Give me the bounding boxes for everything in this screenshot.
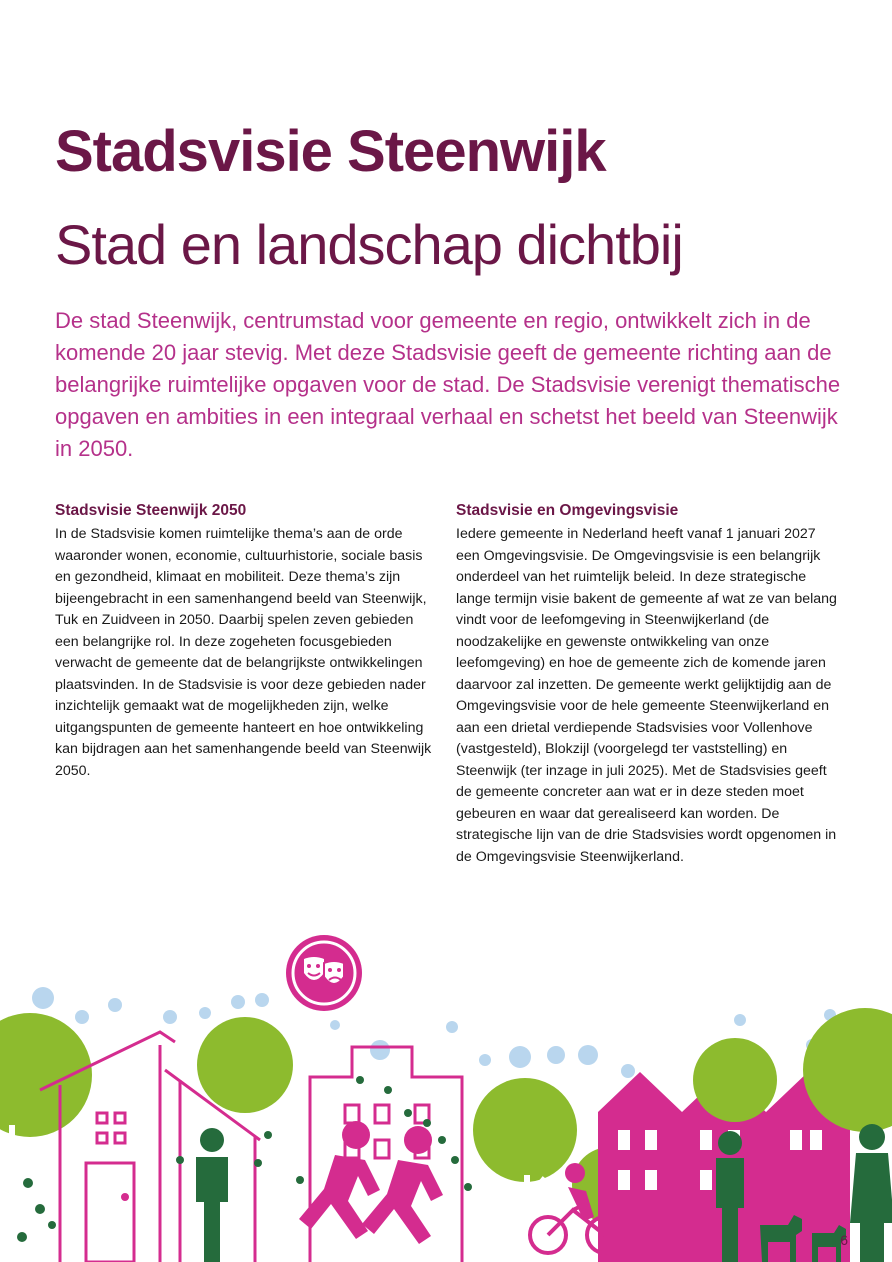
page-number: 6 bbox=[840, 1232, 848, 1248]
section-heading: Stadsvisie Steenwijk 2050 bbox=[55, 502, 247, 519]
intro-paragraph: De stad Steenwijk, centrumstad voor gemeente en regio, ontwikkelt zich in de komende 20 jaar stevig. Met deze Stadsvisie geeft de gemeente richting aan de belangrijke ruimtelijke opgaven voor de stad. De Stadsvisie verenigt thematische opgaven en ambities in een integraal verhaal en schetst het beeld van Steenwijk in 2050. bbox=[55, 308, 841, 461]
theater-masks-icon bbox=[286, 935, 362, 1011]
page-subtitle: Stad en landschap dichtbij bbox=[55, 213, 683, 276]
city-illustration bbox=[0, 925, 892, 1262]
section-stadsvisie-2050 bbox=[55, 500, 440, 782]
door-knob bbox=[121, 1193, 129, 1201]
page-title: Stadsvisie Steenwijk bbox=[55, 119, 606, 184]
runner-icon bbox=[299, 1121, 443, 1244]
person-icon bbox=[196, 1128, 228, 1262]
section-body: In de Stadsvisie komen ruimtelijke thema’s aan de orde waaronder wonen, economie, cultuurhistorie, sociale basis en gezondheid, klimaat en mobiliteit. Deze thema’s zijn bijeengebracht in een samenhangend beeld van Steenwijk, Tuk en Zuidveen in 2050. Daarbij spelen zeven gebieden een belangrijke rol. In deze zogeheten focusgebieden verwacht de gemeente dat de belangrijkste ontwikkelingen plaatsvinden. In de Stadsvisie is voor deze gebieden nader inzichtelijk gemaakt wat de mogelijkheden zijn, welke uitgangspunten de gemeente hanteert en hoe ontwikkeling kan bijdragen aan het samenhangende beeld van Steenwijk 2050. bbox=[55, 526, 432, 779]
section-body: Iedere gemeente in Nederland heeft vanaf 1 januari 2027 een Omgevingsvisie. De Omgevingsvisie is een belangrijk onderdeel van het ruimtelijk beleid. In deze strategische lange termijn visie bakent de gemeente af wat ze van belang vindt voor de leefomgeving in Steenwijkerland (de noodzakelijke en gewenste ontwikkeling van onze leefomgeving) en hoe de gemeente zich de komende jaren daarvoor zal inzetten. De gemeente werkt gelijktijdig aan de Omgevingsvisie voor de hele gemeente Steenwijkerland en aan een drietal verdiepende Stadsvisies voor Vollenhove (vastgesteld), Blokzijl (voorgelegd ter vaststelling) en Steenwijk (ter inzage in juli 2025). Met de Stadsvisies geeft de gemeente concreter aan wat er in deze steden moet gebeuren en waar dat gerealiseerd kan worden. De strategische lijn van de drie Stadsvisies wordt opgenomen in de Omgevingsvisie Steenwijkerland. bbox=[456, 526, 837, 865]
section-omgevingsvisie bbox=[456, 500, 841, 868]
tree-icon bbox=[0, 1013, 293, 1262]
window-grid bbox=[97, 1113, 125, 1143]
section-heading: Stadsvisie en Omgevingsvisie bbox=[456, 502, 679, 519]
building-icon bbox=[310, 1047, 462, 1262]
